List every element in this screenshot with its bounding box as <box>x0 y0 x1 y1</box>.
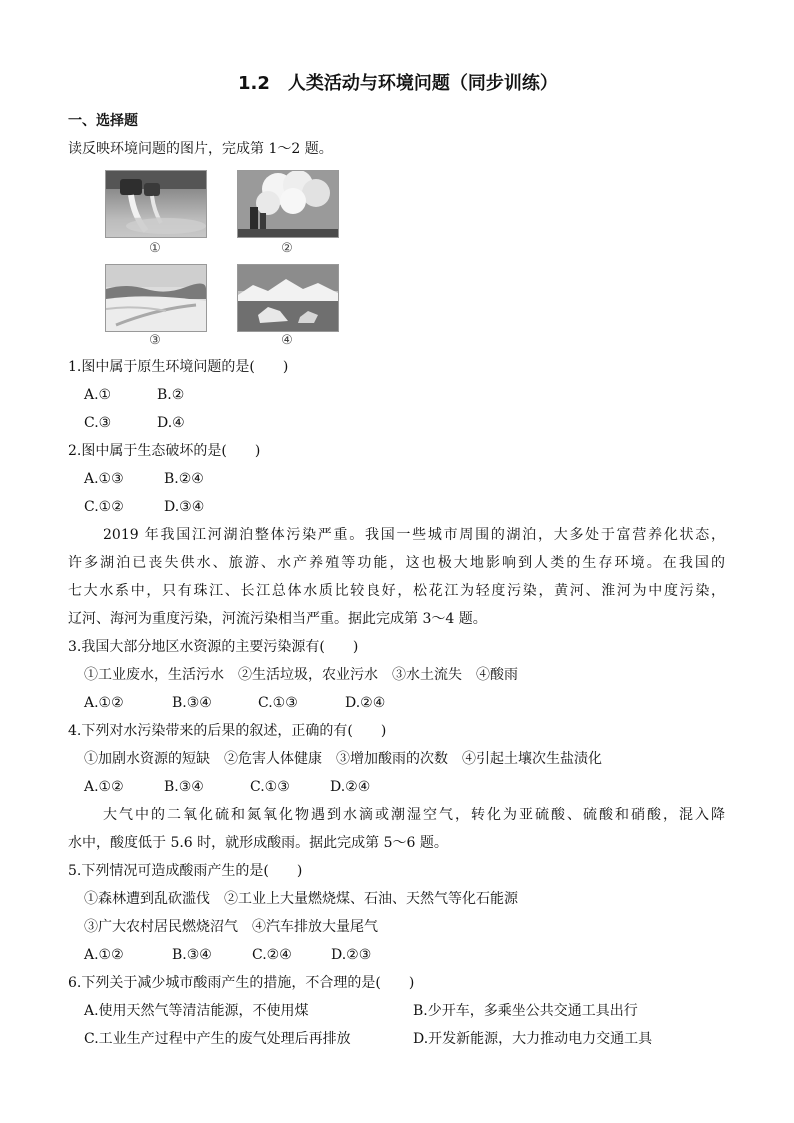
question-2-option-d[interactable]: D.③④ <box>164 499 205 515</box>
question-4-option-b[interactable]: B.③④ <box>164 779 204 795</box>
question-6-option-c[interactable]: C.工业生产过程中产生的废气处理后再排放 <box>84 1031 351 1047</box>
section-heading: 一、选择题 <box>68 113 138 129</box>
question-3-stem: 3.我国大部分地区水资源的主要污染源有( ) <box>68 639 359 655</box>
question-5-option-b[interactable]: B.③④ <box>172 947 212 963</box>
question-2-option-a[interactable]: A.①③ <box>84 471 124 487</box>
question-3-option-d[interactable]: D.②④ <box>345 695 386 711</box>
question-3-option-b[interactable]: B.③④ <box>172 695 212 711</box>
question-5-stem: 5.下列情况可造成酸雨产生的是( ) <box>68 863 303 879</box>
question-5-items-1: ①森林遭到乱砍滥伐 ②工业上大量燃烧煤、石油、天然气等化石能源 <box>84 891 518 907</box>
question-4-option-a[interactable]: A.①② <box>84 779 124 795</box>
passage-2-line-2: 水中，酸度低于 5.6 时，就形成酸雨。据此完成第 5～6 题。 <box>68 835 448 851</box>
page-title: 1.2 人类活动与环境问题（同步训练） <box>238 73 558 94</box>
question-3-option-a[interactable]: A.①② <box>84 695 124 711</box>
question-6-option-d[interactable]: D.开发新能源，大力推动电力交通工具 <box>413 1031 653 1047</box>
passage-1-line-3: 七大水系中，只有珠江、长江总体水质比较良好，松花江为轻度污染，黄河、淮河为中度污染， <box>68 583 725 599</box>
question-1-option-c[interactable]: C.③ <box>84 415 112 431</box>
question-6-option-a[interactable]: A.使用天然气等清洁能源，不使用煤 <box>84 1003 309 1019</box>
photo-air-pollution <box>237 170 339 238</box>
question-1-option-a[interactable]: A.① <box>84 387 112 403</box>
question-3-option-c[interactable]: C.①③ <box>258 695 298 711</box>
passage-2-line-1: 大气中的二氧化硫和氮氧化物遇到水滴或潮湿空气，转化为亚硫酸、硫酸和硝酸，混入降 <box>103 807 725 823</box>
passage-1-line-2: 许多湖泊已丧失供水、旅游、水产养殖等功能，这也极大地影响到人类的生存环境。在我国的 <box>68 555 725 571</box>
question-1-stem: 1.图中属于原生环境问题的是( ) <box>68 359 289 375</box>
question-1-option-d[interactable]: D.④ <box>157 415 185 431</box>
question-1-option-b[interactable]: B.② <box>157 387 185 403</box>
intro-text: 读反映环境问题的图片，完成第 1～2 题。 <box>68 141 333 157</box>
photo-caption-2: ② <box>281 241 293 256</box>
photo-caption-3: ③ <box>149 333 161 348</box>
question-6-option-b[interactable]: B.少开车，多乘坐公共交通工具出行 <box>413 1003 638 1019</box>
photo-water-pollution <box>105 170 207 238</box>
question-4-stem: 4.下列对水污染带来的后果的叙述，正确的有( ) <box>68 723 387 739</box>
photo-caption-1: ① <box>149 241 161 256</box>
question-5-items-2: ③广大农村居民燃烧沼气 ④汽车排放大量尾气 <box>84 919 378 935</box>
question-5-option-a[interactable]: A.①② <box>84 947 124 963</box>
question-2-stem: 2.图中属于生态破坏的是( ) <box>68 443 261 459</box>
question-2-option-b[interactable]: B.②④ <box>164 471 204 487</box>
question-4-items: ①加剧水资源的短缺 ②危害人体健康 ③增加酸雨的次数 ④引起土壤次生盐渍化 <box>84 751 602 767</box>
question-3-items: ①工业废水，生活污水 ②生活垃圾，农业污水 ③水土流失 ④酸雨 <box>84 667 518 683</box>
photo-caption-4: ④ <box>281 333 293 348</box>
photo-desertification <box>105 264 207 332</box>
question-4-option-c[interactable]: C.①③ <box>250 779 290 795</box>
question-6-stem: 6.下列关于减少城市酸雨产生的措施，不合理的是( ) <box>68 975 415 991</box>
question-5-option-d[interactable]: D.②③ <box>331 947 372 963</box>
passage-1-line-4: 辽河、海河为重度污染，河流污染相当严重。据此完成第 3～4 题。 <box>68 611 487 627</box>
photo-glacier-melting <box>237 264 339 332</box>
question-4-option-d[interactable]: D.②④ <box>330 779 371 795</box>
question-5-option-c[interactable]: C.②④ <box>252 947 292 963</box>
passage-1-line-1: 2019 年我国江河湖泊整体污染严重。我国一些城市周围的湖泊，大多处于富营养化状态， <box>103 527 725 543</box>
question-2-option-c[interactable]: C.①② <box>84 499 124 515</box>
